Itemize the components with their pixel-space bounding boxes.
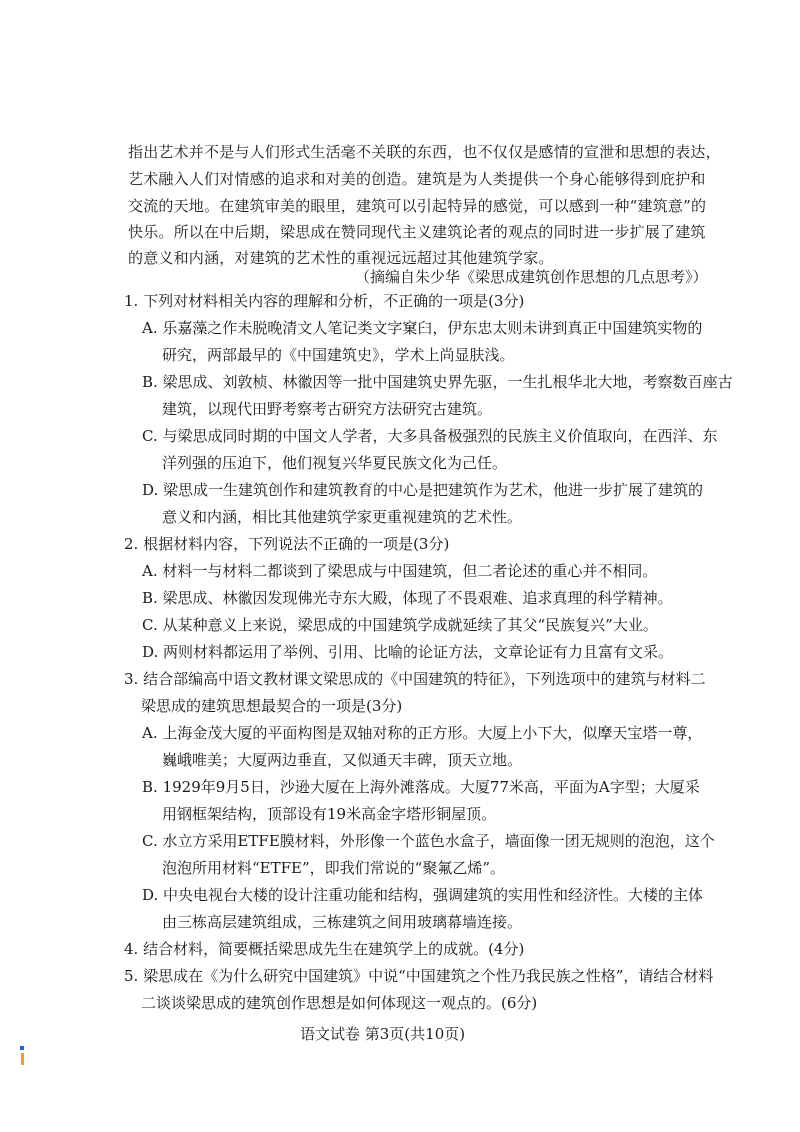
q3-option-b-cont: 用钢框架结构，顶部设有19米高金字塔形铜屋顶。 — [162, 805, 497, 823]
q3-option-a-cont: 巍峨唯美；大厦两边垂直，又似通天丰碑，顶天立地。 — [162, 751, 523, 769]
q1-option-b-cont: 建筑，以现代田野考察考古研究方法研究古建筑。 — [162, 400, 493, 418]
page-footer: 语文试卷 第3页(共10页) — [300, 1025, 466, 1043]
q3-option-d-cont: 由三栋高层建筑组成，三栋建筑之间用玻璃幕墙连接。 — [162, 913, 523, 931]
q1-option-a-cont: 研究，两部最早的《中国建筑史》，学术上尚显肤浅。 — [162, 346, 515, 364]
scan-mark-bar — [21, 1053, 24, 1065]
q2-option-b: B. 梁思成、林徽因发现佛光寺东大殿，体现了不畏艰难、追求真理的科学精神。 — [142, 589, 673, 607]
q3-option-d: D. 中央电视台大楼的设计注重功能和结构，强调建筑的实用性和经济性。大楼的主体 — [142, 886, 704, 904]
q2-option-d: D. 两则材料都运用了举例、引用、比喻的论证方法，文章论证有力且富有文采。 — [142, 643, 674, 661]
question-3-stem-cont: 梁思成的建筑思想最契合的一项是(3分) — [141, 697, 403, 715]
q1-option-c: C. 与梁思成同时期的中国文人学者，大多具备极强烈的民族主义价值取向，在西洋、东 — [142, 427, 718, 445]
question-2-stem: 2. 根据材料内容，下列说法不正确的一项是(3分) — [124, 535, 450, 553]
q3-option-c-cont: 泡泡所用材料“ETFE”，即我们常说的“聚氟乙烯”。 — [162, 859, 505, 877]
intro-line-2: 艺术融入人们对情感的追求和对美的创造。建筑是为人类提供一个身心能够得到庇护和 — [128, 170, 706, 188]
q2-option-c: C. 从某种意义上来说，梁思成的中国建筑学成就延续了其父“民族复兴”大业。 — [142, 616, 658, 634]
q2-option-a: A. 材料一与材料二都谈到了梁思成与中国建筑，但二者论述的重心并不相同。 — [142, 562, 658, 580]
question-1-stem: 1. 下列对材料相关内容的理解和分析，不正确的一项是(3分) — [124, 292, 525, 310]
question-5-stem-cont: 二谈谈梁思成的建筑创作思想是如何体现这一观点的。(6分) — [141, 994, 538, 1012]
intro-line-3: 交流的天地。在建筑审美的眼里，建筑可以引起特异的感觉，可以感到一种“建筑意”的 — [128, 197, 707, 215]
question-5-stem: 5. 梁思成在《为什么研究中国建筑》中说“中国建筑之个性乃我民族之性格”，请结合材料 — [124, 967, 714, 985]
scan-mark — [20, 1046, 24, 1050]
q3-option-b: B. 1929年9月5日，沙逊大厦在上海外滩落成。大厦77米高，平面为A字型；大厦采 — [142, 778, 700, 796]
q1-option-c-cont: 洋列强的压迫下，他们视复兴华夏民族文化为己任。 — [162, 454, 508, 472]
question-3-stem: 3. 结合部编高中语文教材课文梁思成的《中国建筑的特征》，下列选项中的建筑与材料二 — [124, 670, 706, 688]
q1-option-a: A. 乐嘉藻之作未脱晚清文人笔记类文字窠臼，伊东忠太则未讲到真正中国建筑实物的 — [142, 319, 703, 337]
intro-line-4: 快乐。所以在中后期，梁思成在赞同现代主义建筑论者的观点的同时进一步扩展了建筑 — [128, 223, 706, 241]
q3-option-c: C. 水立方采用ETFE膜材料，外形像一个蓝色水盒子，墙面像一团无规则的泡泡，这个 — [142, 832, 715, 850]
intro-line-5: 的意义和内涵，对建筑的艺术性的重视远远超过其他建筑学家。 — [128, 249, 554, 267]
source-citation: （摘编自朱少华《梁思成建筑创作思想的几点思考》） — [355, 268, 708, 286]
q1-option-d-cont: 意义和内涵，相比其他建筑学家更重视建筑的艺术性。 — [162, 508, 523, 526]
q1-option-d: D. 梁思成一生建筑创作和建筑教育的中心是把建筑作为艺术，他进一步扩展了建筑的 — [142, 481, 704, 499]
question-4-stem: 4. 结合材料，简要概括梁思成先生在建筑学上的成就。(4分) — [124, 940, 525, 958]
q3-option-a: A. 上海金茂大厦的平面构图是双轴对称的正方形。大厦上小下大，似摩天宝塔一尊， — [142, 724, 703, 742]
intro-line-1: 指出艺术并不是与人们形式生活毫不关联的东西，也不仅仅是感情的宣泄和思想的表达， — [128, 143, 721, 161]
q1-option-b: B. 梁思成、刘敦桢、林徽因等一批中国建筑史界先驱，一生扎根华北大地，考察数百座古 — [142, 373, 733, 391]
